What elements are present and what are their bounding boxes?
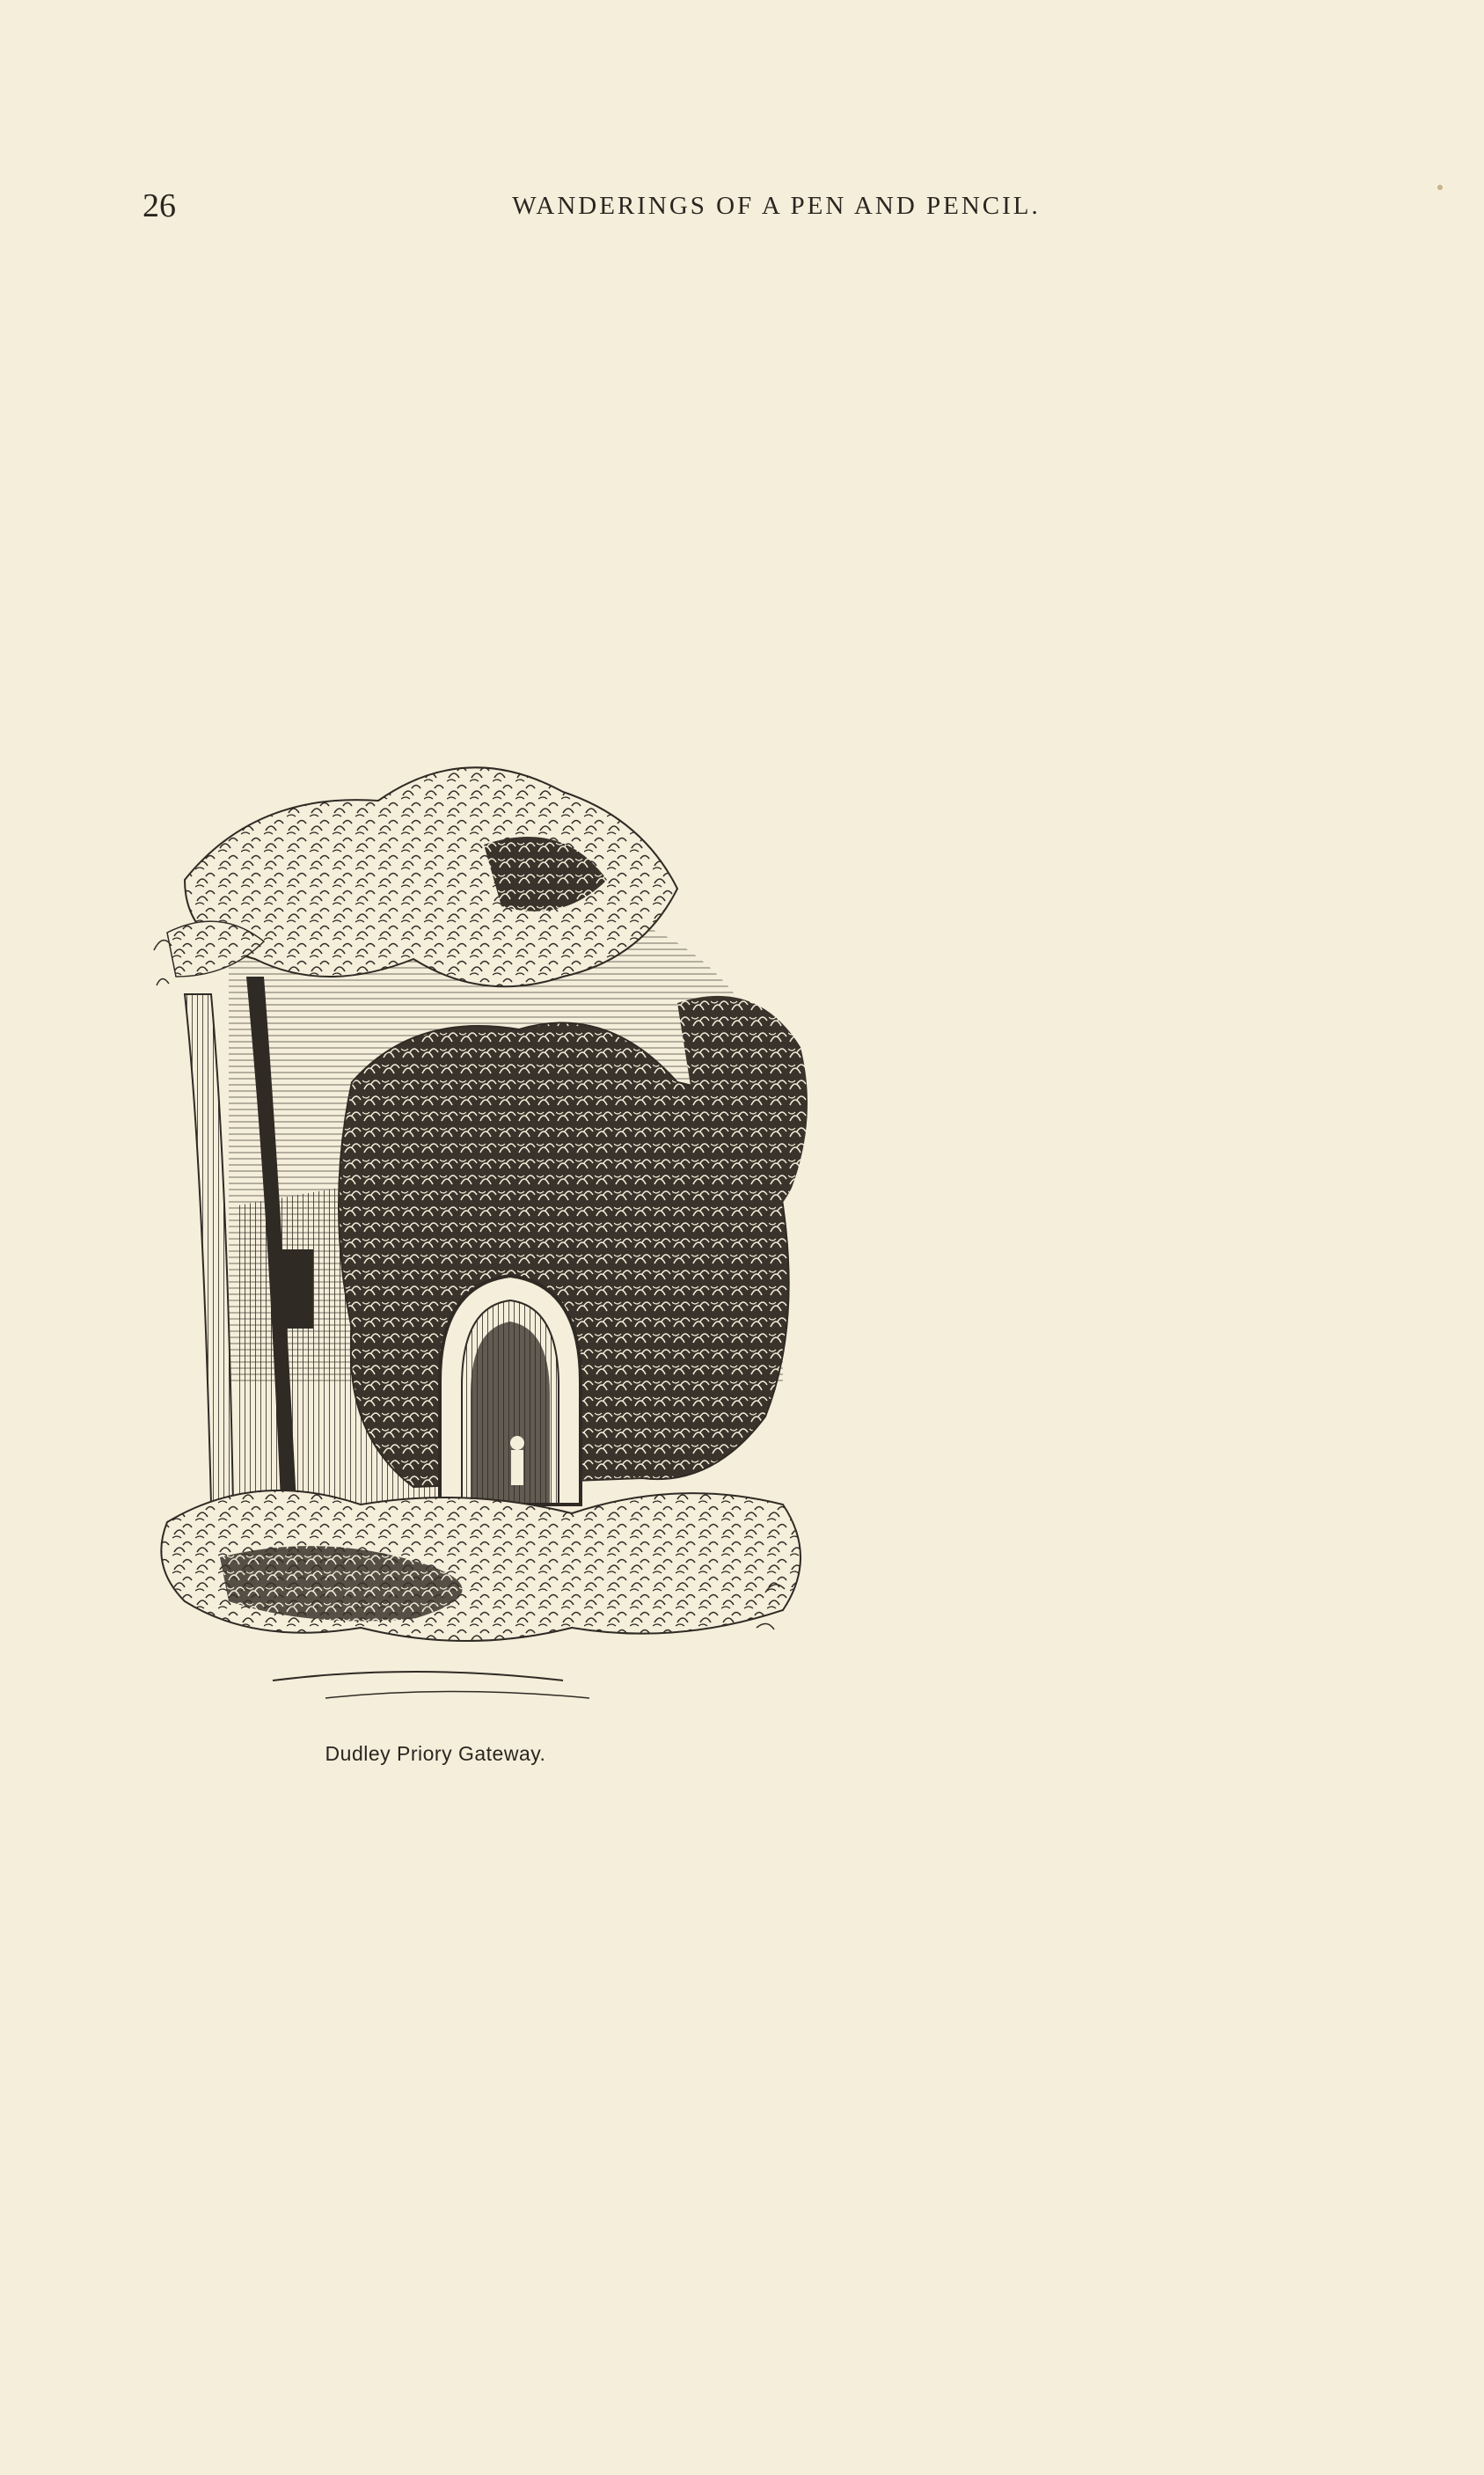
running-head <box>141 176 1412 229</box>
page-number: 26 <box>143 187 176 224</box>
engraving-figure <box>150 713 871 1768</box>
running-title: WANDERINGS OF A PEN AND PENCIL. <box>512 192 1041 220</box>
paper-speck <box>1437 185 1443 190</box>
priory-gateway-engraving <box>150 713 871 1733</box>
book-page <box>141 176 1412 1768</box>
figure-caption: Dudley Priory Gateway. <box>325 1742 546 1765</box>
